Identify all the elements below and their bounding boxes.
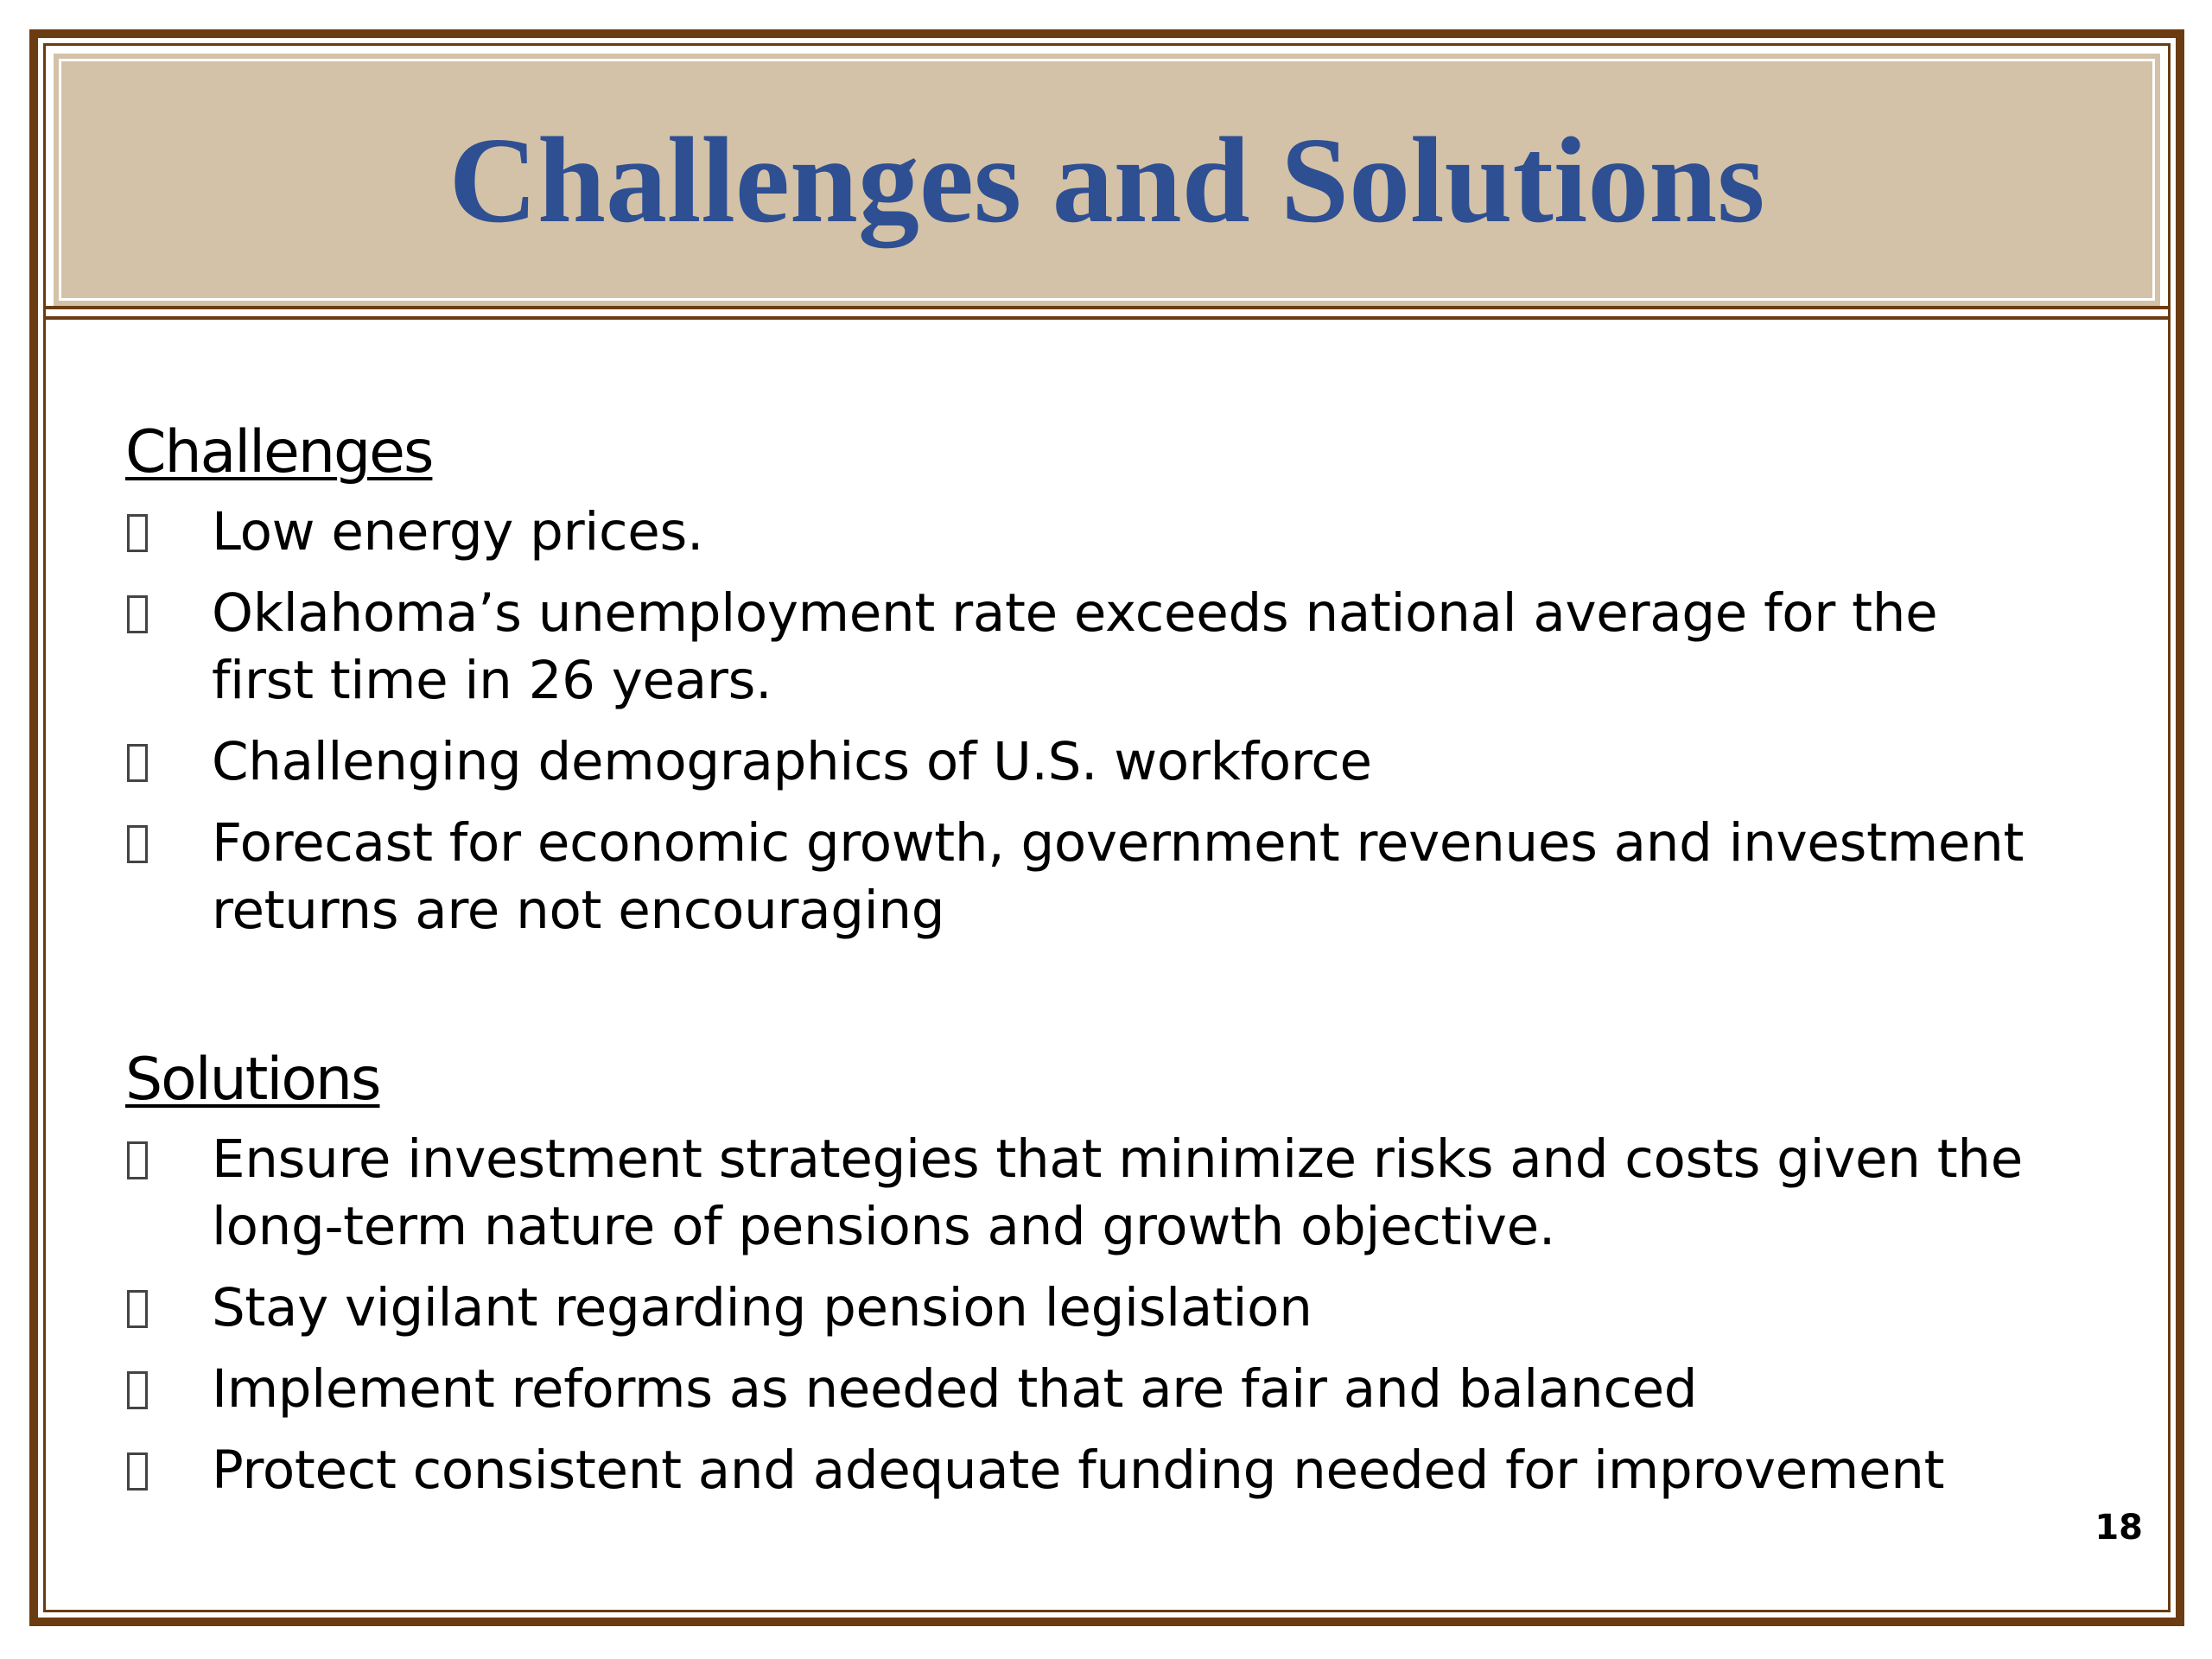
solutions-heading: Solutions <box>125 1046 380 1115</box>
solutions-item-text: Protect consistent and adequate funding needed for improvement <box>212 1440 1945 1502</box>
square-outline-icon <box>127 1141 148 1179</box>
challenges-heading: Challenges <box>125 418 433 486</box>
square-outline-icon <box>127 1452 148 1491</box>
solutions-item-text: Stay vigilant regarding pension legislation <box>212 1277 1313 1339</box>
page-number: 18 <box>2094 1508 2143 1548</box>
challenges-item-text: Oklahoma’s unemployment rate exceeds national average for the first time in 26 years. <box>212 582 1938 712</box>
square-outline-icon <box>127 1371 148 1409</box>
square-outline-icon <box>127 825 148 863</box>
square-outline-icon <box>127 744 148 782</box>
challenges-item-text: Challenging demographics of U.S. workforce <box>212 731 1372 793</box>
solutions-list-item <box>125 1437 2052 1504</box>
challenges-list-item <box>125 580 2052 715</box>
square-outline-icon <box>127 514 148 552</box>
solutions-item-text: Implement reforms as needed that are fair and balanced <box>212 1358 1698 1421</box>
square-outline-icon <box>127 1290 148 1328</box>
challenges-list <box>125 499 2052 944</box>
solutions-list-item <box>125 1356 2052 1423</box>
solutions-list-item <box>125 1126 2052 1261</box>
solutions-list-item <box>125 1274 2052 1342</box>
challenges-item-text: Forecast for economic growth, government revenues and investment returns are not encouraging <box>212 812 2024 942</box>
solutions-item-text: Ensure investment strategies that minimize risks and costs given the long-term nature of pensions and growth objective. <box>212 1128 2023 1258</box>
challenges-item-text: Low energy prices. <box>212 501 704 563</box>
slide-content <box>125 419 2052 1518</box>
challenges-list-item <box>125 728 2052 796</box>
challenges-list-item <box>125 499 2052 566</box>
slide-title: Challenges and Solutions <box>448 111 1765 248</box>
title-divider-rule <box>43 316 2171 320</box>
solutions-list <box>125 1126 2052 1504</box>
challenges-list-item <box>125 810 2052 944</box>
title-divider-rule <box>43 306 2171 309</box>
square-outline-icon <box>127 595 148 633</box>
